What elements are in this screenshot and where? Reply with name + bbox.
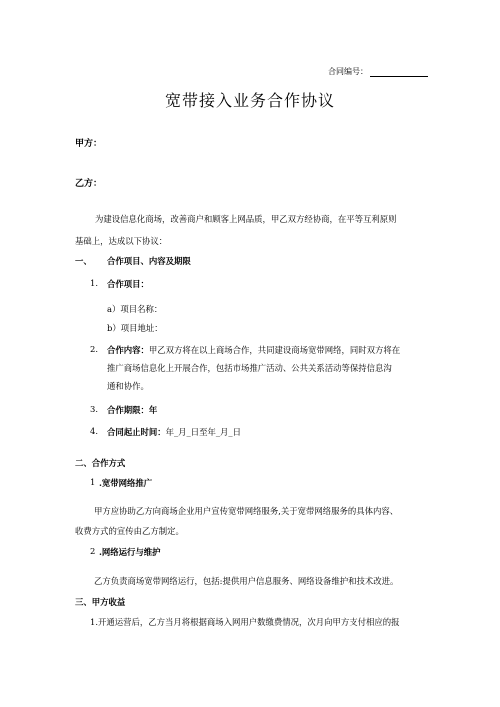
section-2-sub-2-number: 2: [90, 546, 96, 556]
contract-number-blank: [370, 67, 428, 77]
item-1-sub-b: b）项目地址：: [107, 323, 163, 333]
item-1-text: 合作项目：: [107, 279, 149, 289]
section-1-number: 一、: [75, 256, 92, 266]
item-2-line-2: 推广商场信息化上开展合作，包括市场推广活动、公共关系活动等保持信息沟: [107, 363, 392, 373]
section-2-sub-1-line-2: 收费方式的宣传由乙方制定。: [75, 526, 184, 536]
contract-number-label: 合同编号：: [328, 67, 368, 76]
party-b-label: 乙方：: [75, 179, 103, 189]
item-4-number: 4.: [90, 426, 98, 436]
section-1-heading: 合作项目、内容及期限: [107, 256, 191, 266]
item-4-label: 合同起止时间：: [107, 427, 166, 437]
section-3-heading: 三、甲方收益: [75, 597, 126, 607]
intro-line-1: 为建设信息化商场，改善商户和顾客上网品质，甲乙双方经协商，在平等互利原则: [95, 214, 397, 224]
section-2-sub-2-heading: .网络运行与维护: [99, 547, 161, 557]
item-3-text: 合作期限：年: [107, 405, 158, 415]
document-title: 宽带接入业务合作协议: [164, 91, 335, 110]
item-2-label: 合作内容：: [107, 345, 149, 355]
item-1-sub-a: a）项目名称：: [107, 304, 163, 314]
party-a-label: 甲方：: [75, 139, 103, 149]
section-2-sub-1-number: 1: [90, 477, 96, 487]
item-2-text: 甲乙双方将在以上商场合作，共同建设商场宽带网络，同时双方将在: [148, 345, 401, 355]
item-4-line: [107, 426, 241, 438]
item-2-number: 2.: [90, 344, 98, 354]
section-2-sub-1-heading: .宽带网络推广: [99, 478, 153, 488]
item-4-value: 年_月_日至年_月_日: [165, 427, 241, 437]
section-2-sub-1-line-1: 甲方应协助乙方向商场企业用户宣传宽带网络服务,关于宽带网络服务的具体内容、: [94, 506, 399, 516]
item-3-number: 3.: [90, 404, 98, 414]
section-2-sub-2-line-1: 乙方负责商场宽带网络运行，包括:提供用户信息服务、网络设备维护和技术改进。: [94, 576, 399, 586]
section-3-line-1: 1.开通运营后，乙方当月将根据商场入网用户数缴费情况，次月向甲方支付相应的报: [90, 617, 400, 627]
section-2-heading: 二、合作方式: [75, 458, 126, 468]
item-2-line-3: 通和协作。: [107, 381, 149, 391]
contract-number-field: [328, 66, 428, 77]
intro-line-2: 基础上，达成以下协议：: [75, 236, 168, 246]
item-2-line-1: [107, 344, 400, 356]
item-1-number: 1.: [90, 278, 98, 288]
